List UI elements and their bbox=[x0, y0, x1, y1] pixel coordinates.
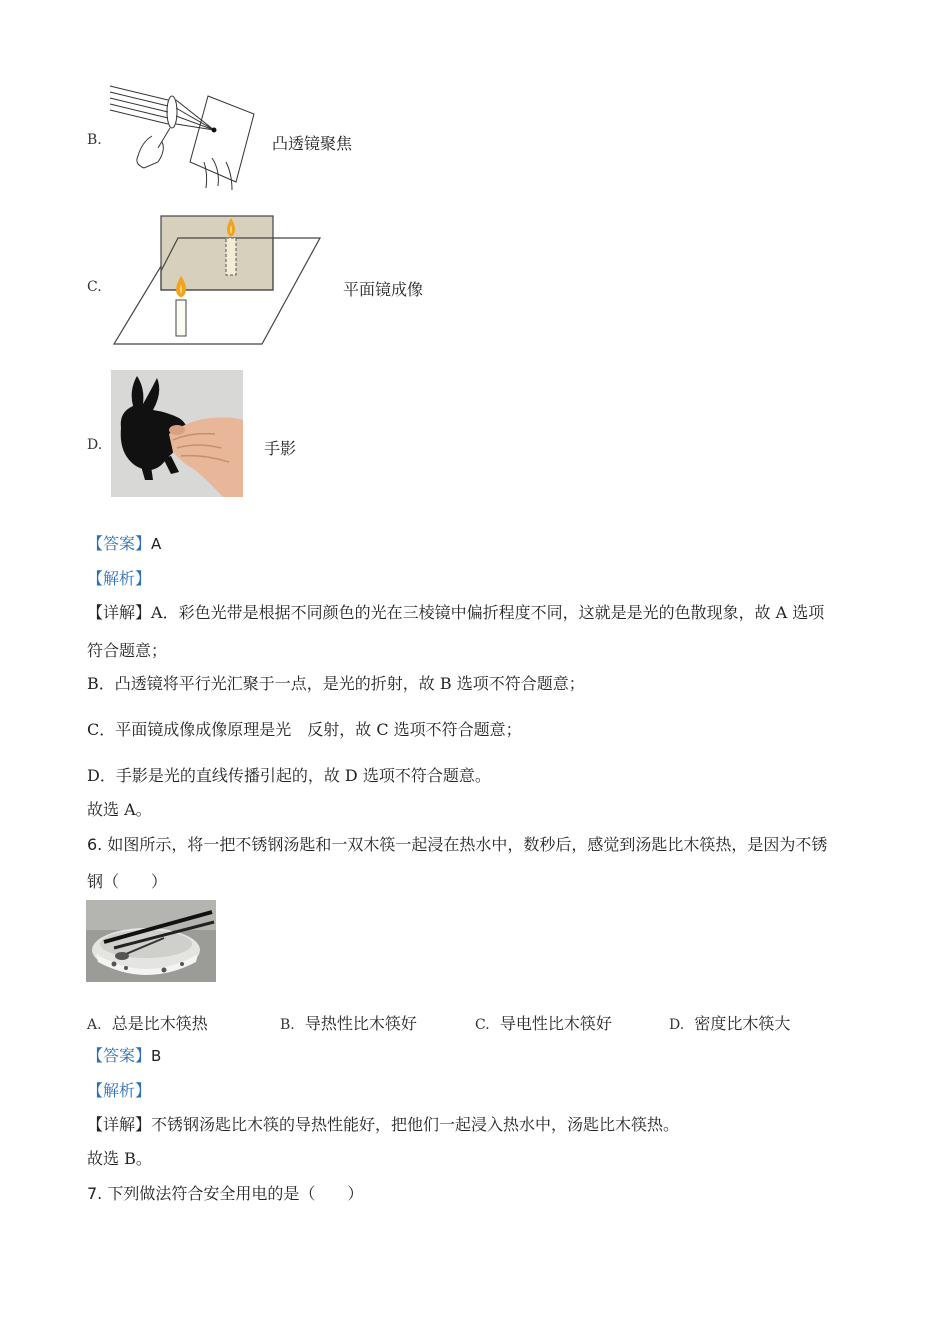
option-b-caption: 凸透镜聚焦 bbox=[272, 134, 353, 153]
q6-answer-tag: 【答案】 bbox=[87, 1046, 152, 1065]
q6-choice-a[interactable] bbox=[87, 1011, 208, 1034]
q5-conclusion: 故选 A。 bbox=[87, 800, 152, 819]
hand-shadow-rabbit-photo-icon bbox=[111, 370, 243, 497]
q6-choice-b-letter: B. bbox=[280, 1017, 295, 1033]
q6-detail-line bbox=[87, 1112, 679, 1135]
q6-choice-a-text: 总是比木筷热 bbox=[111, 1014, 208, 1033]
q6-conclusion: 故选 B。 bbox=[87, 1149, 152, 1168]
q6-stem-text1: 如图所示，将一把不锈钢汤匙和一双木筷一起浸在热水中，数秒后，感觉到汤匙比木筷热，是因为不锈 bbox=[107, 835, 828, 854]
q6-choice-c[interactable] bbox=[475, 1011, 612, 1034]
option-d-letter: D. bbox=[87, 437, 103, 453]
q6-choice-d-letter: D. bbox=[669, 1017, 685, 1033]
q7-number: 7. bbox=[87, 1184, 103, 1203]
q6-analysis-line bbox=[87, 1078, 151, 1101]
q5-detail-b: B．凸透镜将平行光汇聚于一点，是光的折射，故 B 选项不符合题意； bbox=[87, 674, 585, 693]
q5-analysis-line bbox=[87, 566, 151, 589]
q5-answer-value: A bbox=[151, 535, 162, 553]
q5-detail-c: C．平面镜成像成像原理是光 反射，故 C 选项不符合题意； bbox=[87, 720, 522, 739]
option-d-caption: 手影 bbox=[264, 439, 297, 458]
q7-stem-text: 下列做法符合安全用电的是（ ） bbox=[107, 1184, 364, 1203]
q6-detail-tag: 【详解】 bbox=[87, 1115, 152, 1134]
q5-detail-tag: 【详解】 bbox=[87, 603, 152, 622]
q6-choice-c-text: 导电性比木筷好 bbox=[499, 1014, 612, 1033]
q5-detail-a-line1 bbox=[87, 600, 824, 623]
q5-detail-a-text1: A．彩色光带是根据不同颜色的光在三棱镜中偏折程度不同，这就是是光的色散现象，故 A 选项 bbox=[151, 603, 825, 622]
option-c-caption: 平面镜成像 bbox=[343, 280, 424, 299]
q5-answer-line bbox=[87, 531, 161, 554]
q6-number: 6. bbox=[87, 835, 103, 854]
q6-answer-value: B bbox=[151, 1047, 162, 1065]
q5-detail-d: D．手影是光的直线传播引起的，故 D 选项不符合题意。 bbox=[87, 766, 491, 785]
q5-analysis-tag: 【解析】 bbox=[87, 569, 152, 588]
plane-mirror-candle-figure-icon bbox=[112, 214, 324, 348]
option-b-letter: B. bbox=[87, 132, 102, 148]
bowl-spoon-chopsticks-photo-icon bbox=[86, 900, 216, 982]
q6-choice-a-letter: A. bbox=[87, 1017, 102, 1033]
q6-choice-d-text: 密度比木筷大 bbox=[694, 1014, 791, 1033]
q6-stem-line1 bbox=[87, 832, 827, 855]
q6-choice-d[interactable] bbox=[669, 1011, 790, 1034]
option-c-letter: C. bbox=[87, 279, 102, 295]
q7-stem-line bbox=[87, 1181, 363, 1204]
convex-lens-focus-figure-icon bbox=[108, 78, 258, 196]
q6-choice-c-letter: C. bbox=[475, 1017, 490, 1033]
q6-answer-line bbox=[87, 1043, 161, 1066]
q6-choice-b[interactable] bbox=[280, 1011, 417, 1034]
q6-choice-b-text: 导热性比木筷好 bbox=[304, 1014, 417, 1033]
q6-detail-text: 不锈钢汤匙比木筷的导热性能好，把他们一起浸入热水中，汤匙比木筷热。 bbox=[151, 1115, 680, 1134]
q6-stem-line2: 钢（ ） bbox=[87, 872, 168, 891]
q5-detail-a-line2: 符合题意； bbox=[87, 641, 168, 660]
q5-answer-tag: 【答案】 bbox=[87, 534, 152, 553]
q6-analysis-tag: 【解析】 bbox=[87, 1081, 152, 1100]
